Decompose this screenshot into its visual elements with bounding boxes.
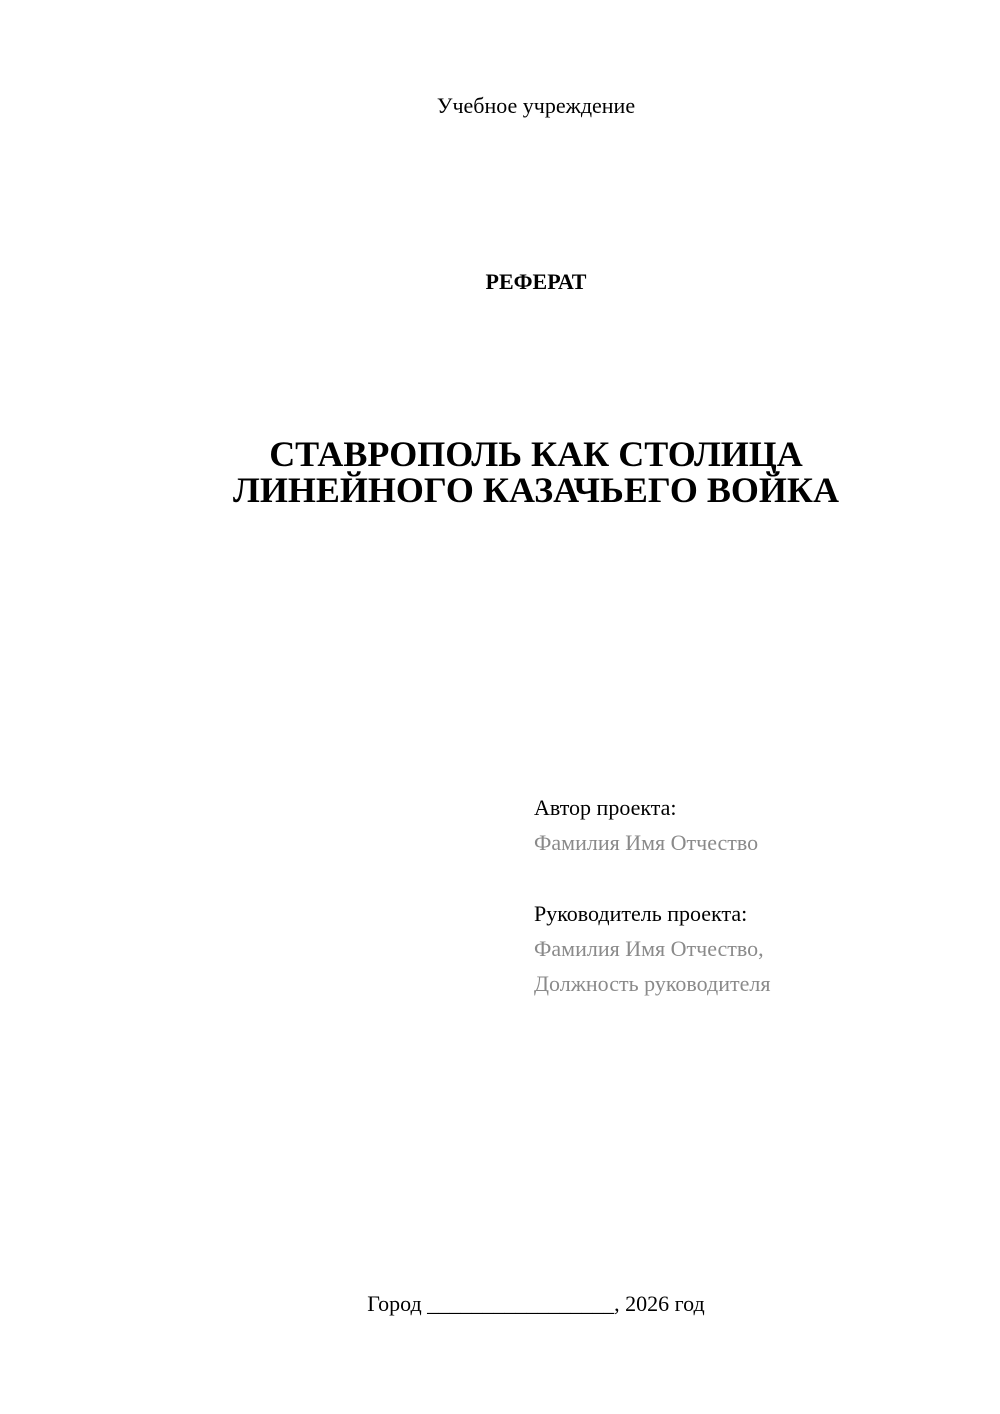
supervisor-position: Должность руководителя [534,971,771,996]
author-label: Автор проекта: [534,795,677,820]
document-title-line-1: СТАВРОПОЛЬ КАК СТОЛИЦА [269,434,803,474]
supervisor-label: Руководитель проекта: [534,901,748,926]
section-gap [534,860,974,896]
author-name: Фамилия Имя Отчество [534,830,759,855]
institution-name: Учебное учреждение [436,93,636,118]
supervisor-name: Фамилия Имя Отчество, [534,936,764,961]
project-info [534,790,974,1001]
document-title-line-2: ЛИНЕЙНОГО КАЗАЧЬЕГО ВОЙКА [233,470,839,510]
document-type: РЕФЕРАТ [485,269,587,294]
city-year-line: Город _________________, 2026 год [367,1291,705,1316]
document-title [0,436,1000,508]
